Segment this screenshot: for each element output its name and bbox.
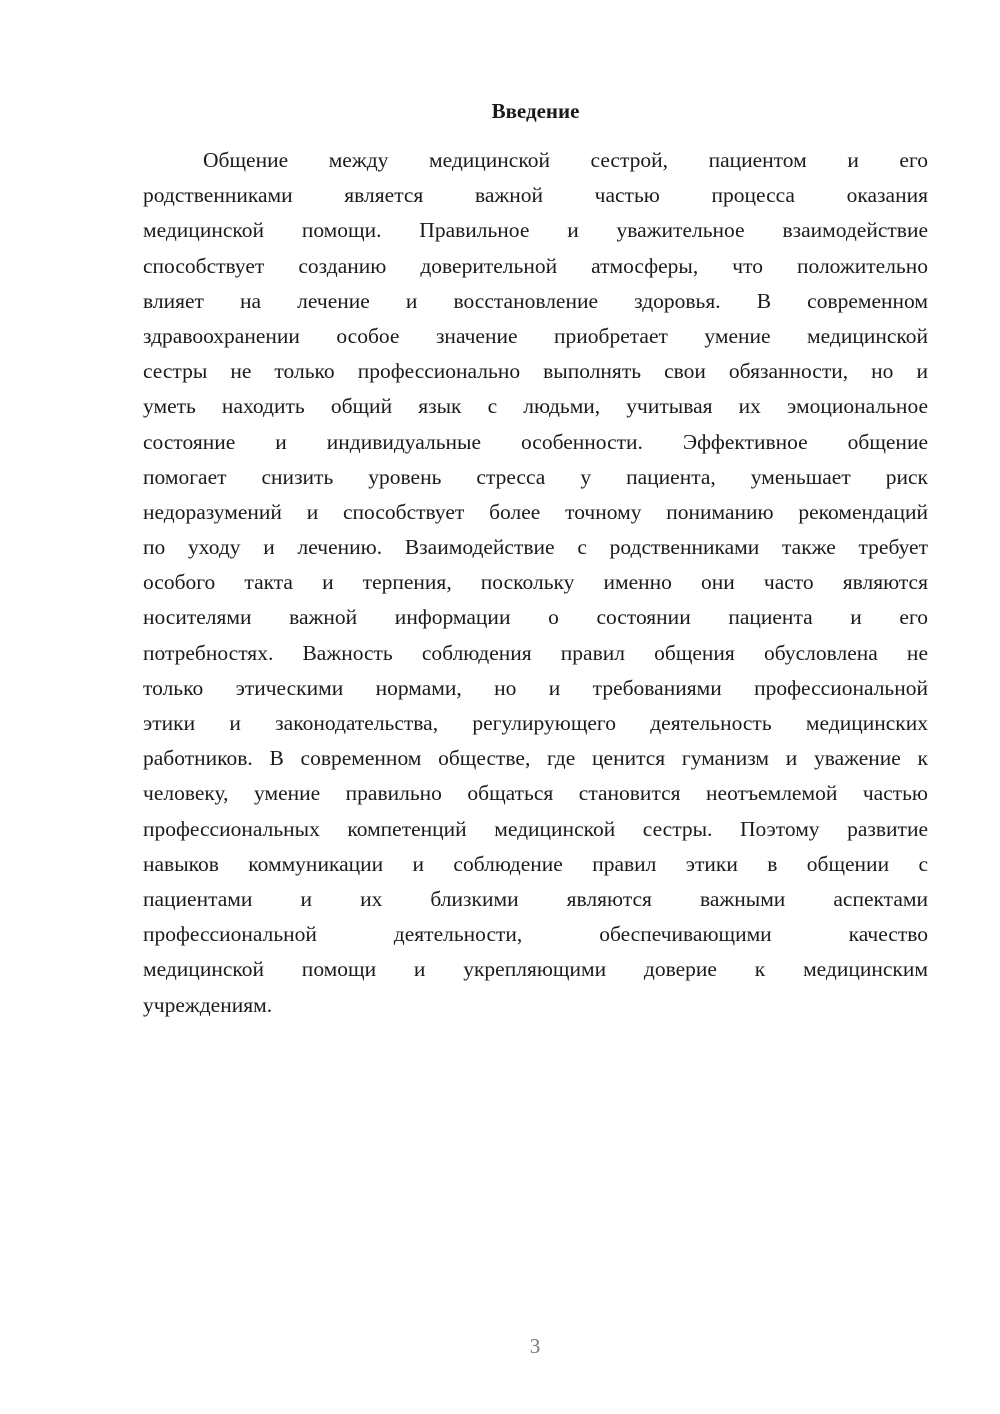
paragraph-line: пациентами и их близкими являются важными аспектами xyxy=(143,886,928,911)
body-paragraph xyxy=(143,143,928,1023)
paragraph-line: сестры не только профессионально выполнять свои обязанности, но и xyxy=(143,359,928,384)
paragraph-line: работников. В современном обществе, где ценится гуманизм и уважение к xyxy=(143,746,928,771)
paragraph-line: Общение между медицинской сестрой, пациентом и его xyxy=(203,148,928,172)
paragraph-line: навыков коммуникации и соблюдение правил этики в общении с xyxy=(143,851,928,876)
paragraph-line: здравоохранении особое значение приобретает умение медицинской xyxy=(143,323,928,348)
paragraph-lines xyxy=(143,143,928,1023)
paragraph-line: особого такта и терпения, поскольку именно они часто являются xyxy=(143,570,928,595)
paragraph-line: профессиональных компетенций медицинской сестры. Поэтому развитие xyxy=(143,816,928,841)
page-title: Введение xyxy=(491,99,580,123)
paragraph-line: недоразумений и способствует более точному пониманию рекомендаций xyxy=(143,499,928,524)
paragraph-line: уметь находить общий язык с людьми, учитывая их эмоциональное xyxy=(143,394,928,419)
paragraph-line: профессиональной деятельности, обеспечивающими качество xyxy=(143,922,928,947)
paragraph-line: учреждениям. xyxy=(143,992,273,1017)
paragraph-line: влияет на лечение и восстановление здоровья. В современном xyxy=(143,288,928,313)
paragraph-line: родственниками является важной частью процесса оказания xyxy=(143,183,928,208)
paragraph-line: медицинской помощи и укрепляющими доверие к медицинским xyxy=(143,957,928,982)
paragraph-line: этики и законодательства, регулирующего деятельность медицинских xyxy=(143,711,928,735)
paragraph-line: человеку, умение правильно общаться становится неотъемлемой частью xyxy=(143,781,928,806)
paragraph-line: потребностях. Важность соблюдения правил общения обусловлена не xyxy=(143,640,928,665)
paragraph-line: носителями важной информации о состоянии пациента и его xyxy=(143,605,928,630)
paragraph-line: только этическими нормами, но и требованиями профессиональной xyxy=(143,675,928,700)
paragraph-line: по уходу и лечению. Взаимодействие с родственниками также требует xyxy=(143,535,928,560)
paragraph-line: состояние и индивидуальные особенности. Эффективное общение xyxy=(143,429,928,454)
page-number: 3 xyxy=(529,1334,541,1358)
paragraph-line: способствует созданию доверительной атмосферы, что положительно xyxy=(143,253,928,278)
paragraph-line: медицинской помощи. Правильное и уважительное взаимодействие xyxy=(143,218,928,243)
paragraph-line: помогает снизить уровень стресса у пациента, уменьшает риск xyxy=(143,464,928,489)
